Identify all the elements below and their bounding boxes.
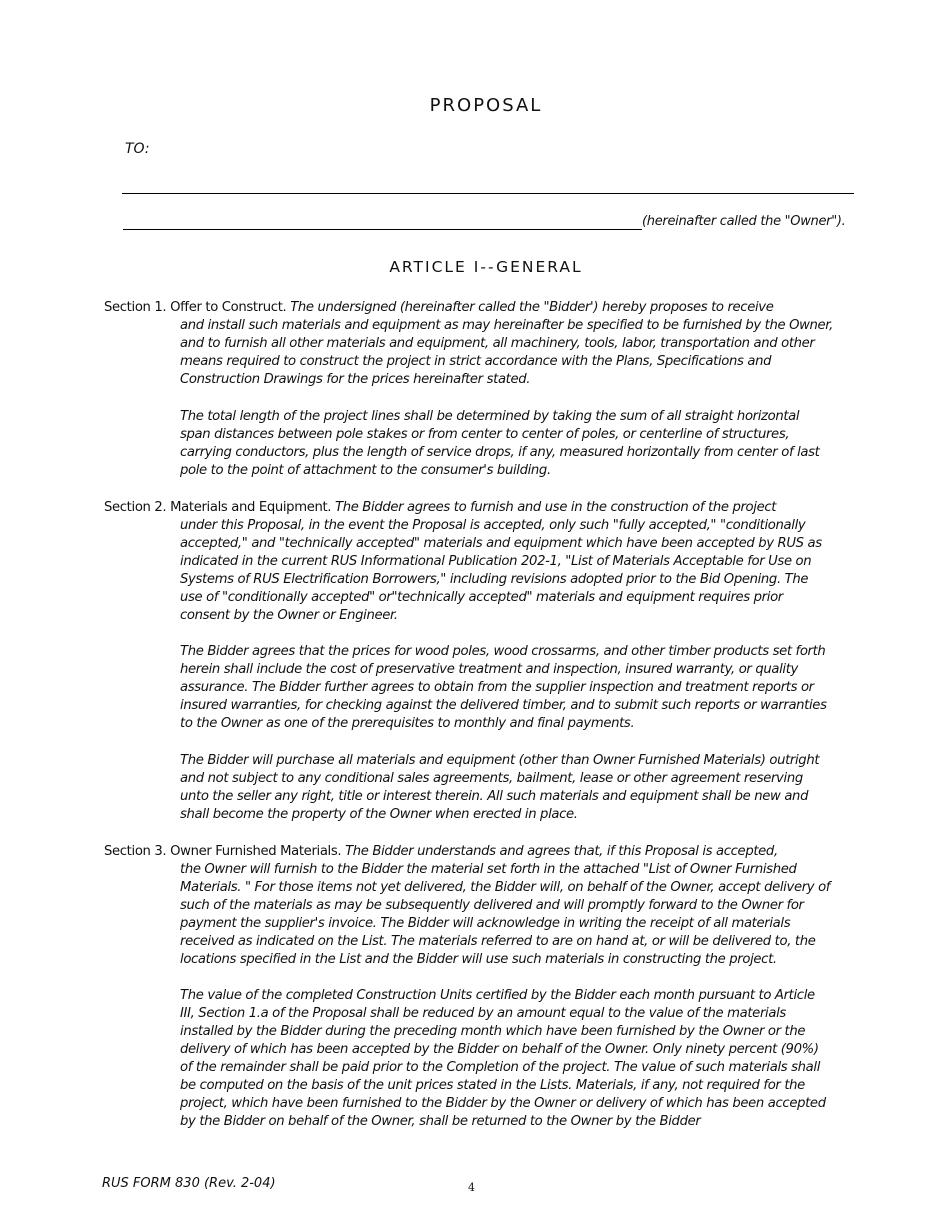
page-number: 4 xyxy=(468,1181,475,1194)
section-2-body: under this Proposal, in the event the Proposal is accepted, only such "fully accepted," "conditionally accepted," and "technically accepted" materials and equipment which have been accepted by RUS as indicated in the current RUS Informational Publication 202-1, "List of Materials Acceptable for Use on Systems of RUS Electrification Borrowers," including revisions adopted prior to the Bid Opening. The use of "conditionally accepted" or"technically accepted" materials and equipment requires prior consent by the Owner or Engineer. xyxy=(180,518,822,623)
section-3-body: the Owner will furnish to the Bidder the material set forth in the attached "List of Owner Furnished Materials. " For those items not yet delivered, the Bidder will, on behalf of the Owner, accept delivery of such of the materials as may be subsequently delivered and will promptly forward to the Owner for payment the supplier's invoice. The Bidder will acknowledge in writing the receipt of all materials received as indicated on the List. The materials referred to are on hand at, or will be delivered to, the locations specified in the List and the Bidder will use such materials in constructing the project. xyxy=(180,862,831,967)
recipient-line-2 xyxy=(123,229,642,230)
section-2-paragraph-3: The Bidder will purchase all materials and equipment (other than Owner Furnished Materials) outright and not subject to any conditional sales agreements, bailment, lease or other agreement reserving unto the seller any right, title or interest therein. All such materials and equipment shall be new and shall become the property of the Owner when erected in place. xyxy=(180,753,820,822)
section-1 xyxy=(104,299,834,389)
article-heading: ARTICLE I--GENERAL xyxy=(389,258,583,276)
recipient-line-1 xyxy=(122,193,854,194)
section-2-head xyxy=(104,499,834,517)
section-2 xyxy=(104,499,834,625)
section-3-head xyxy=(104,843,834,861)
section-3 xyxy=(104,843,834,969)
section-2-label: Section 2. Materials and Equipment. xyxy=(104,500,332,515)
section-1-body: and install such materials and equipment as may hereinafter be specified to be furnished by the Owner, and to furnish all other materials and equipment, all machinery, tools, labor, transportation and other means required to construct the project in strict accordance with the Plans, Specifications and Construction Drawings for the prices hereinafter stated. xyxy=(180,318,834,387)
form-identifier: RUS FORM 830 (Rev. 2-04) xyxy=(102,1176,276,1191)
section-1-paragraph-2: The total length of the project lines shall be determined by taking the sum of all straight horizontal span distances between pole stakes or from center to center of poles, or centerline of structures, carrying conductors, plus the length of service drops, if any, measured horizontally from center of last pole to the point of attachment to the consumer's building. xyxy=(180,409,820,478)
section-2-first-line: The Bidder agrees to furnish and use in the construction of the project xyxy=(334,500,777,515)
section-2-paragraph-2: The Bidder agrees that the prices for wood poles, wood crossarms, and other timber products set forth herein shall include the cost of preservative treatment and inspection, insured warranty, or quality assurance. The Bidder further agrees to obtain from the supplier inspection and treatment reports or insured warranties, for checking against the delivered timber, and to submit such reports or warranties to the Owner as one of the prerequisites to monthly and final payments. xyxy=(180,644,827,731)
section-1-label: Section 1. Offer to Construct. xyxy=(104,300,287,315)
owner-suffix: (hereinafter called the "Owner"). xyxy=(642,214,846,229)
section-3-first-line: The Bidder understands and agrees that, if this Proposal is accepted, xyxy=(345,844,778,859)
section-3-label: Section 3. Owner Furnished Materials. xyxy=(104,844,342,859)
section-3-paragraph-2: The value of the completed Construction Units certified by the Bidder each month pursuant to Article III, Section 1.a of the Proposal shall be reduced by an amount equal to the value of the materials installed by the Bidder during the preceding month which have been furnished by the Owner or the delivery of which has been accepted by the Bidder on behalf of the Owner. Only ninety percent (90%) of the remainder shall be paid prior to the Completion of the project. The value of such materials shall be computed on the basis of the unit prices stated in the Lists. Materials, if any, not required for the project, which have been furnished to the Bidder by the Owner or delivery of which has been accepted by the Bidder on behalf of the Owner, shall be returned to the Owner by the Bidder xyxy=(180,988,826,1129)
section-1-first-line: The undersigned (hereinafter called the "Bidder') hereby proposes to receive xyxy=(290,300,774,315)
page-title: PROPOSAL xyxy=(429,95,543,116)
section-1-head xyxy=(104,299,834,317)
to-label: TO: xyxy=(125,141,150,157)
